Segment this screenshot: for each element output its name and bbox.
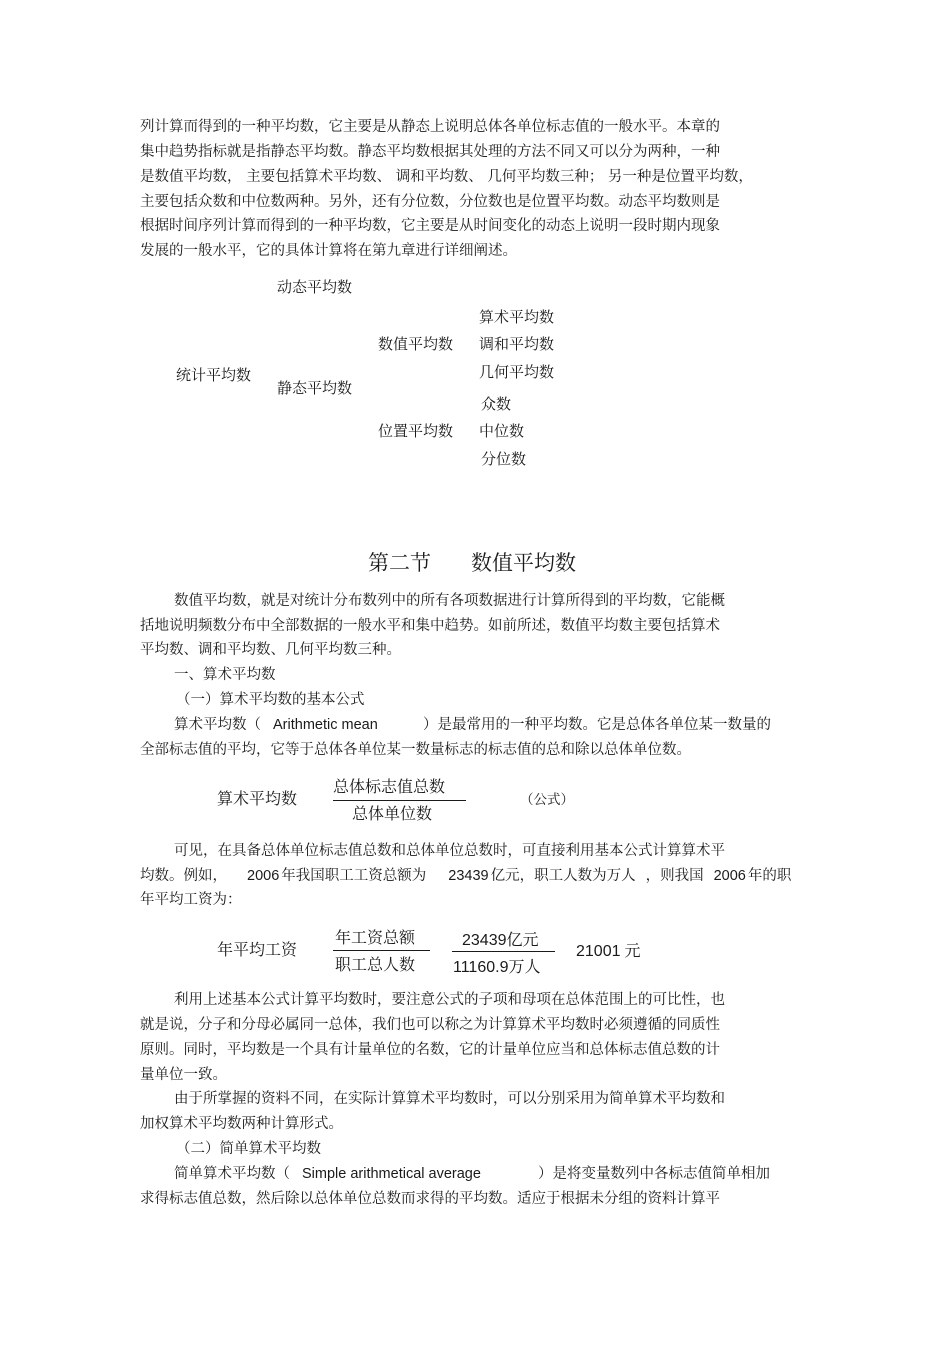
formula2-denominator: 职工总人数 [335,955,416,974]
para2-suffix: ）是最常用的一种平均数。它是总体各单位某一数量的 [423,717,771,733]
para3-seg-e: 亿元，职工人数为万人 [490,868,636,884]
tree-static-average: 静态平均数 [277,379,353,397]
para4-line-1: 利用上述基本公式计算平均数时，要注意公式的子项和母项在总体范围上的可比性，也 [174,992,725,1008]
formula2-result-number: 21001 [576,943,621,960]
intro-line-1: 列计算而得到的一种平均数，它主要是从静态上说明总体各单位标志值的一般水平。本章的 [140,119,720,135]
formula1-numerator: 总体标志值总数 [333,777,446,796]
para6-line-1 [174,1165,770,1183]
para3-line-3: 年平均工资为： [140,892,242,908]
tree-arithmetic-mean: 算术平均数 [479,308,555,326]
para3-year-1: 2006 [247,868,280,884]
heading-simple-arithmetic-mean: （二）简单算术平均数 [176,1141,321,1157]
para2-english-term: Arithmetic mean [273,717,378,733]
formula2-num-number: 23439 [462,932,507,949]
formula1-denominator: 总体单位数 [352,804,433,823]
formula2-fraction-bar-2 [452,951,555,952]
formula2-lhs: 年平均工资 [217,940,298,959]
para4-line-4: 量单位一致。 [140,1067,227,1083]
tree-geometric-mean: 几何平均数 [479,363,555,381]
para3-wage-total: 23439 [448,868,489,884]
tree-quantile: 分位数 [481,450,527,468]
tree-harmonic-mean: 调和平均数 [479,335,555,353]
intro-line-4: 主要包括众数和中位数两种。另外，还有分位数，分位数也是位置平均数。动态平均数则是 [140,194,720,210]
para5-line-1: 由于所掌握的资料不同，在实际计算算术平均数时，可以分别采用为简单算术平均数和 [174,1091,725,1107]
para1-line-2: 括地说明频数分布中全部数据的一般水平和集中趋势。如前所述，数值平均数主要包括算术 [140,618,720,634]
para3-seg-c: 年我国职工工资总额为 [281,868,427,884]
tree-root-statistical-average: 统计平均数 [176,366,252,384]
heading-arithmetic-mean: 一、算术平均数 [174,667,276,683]
intro-line-6: 发展的一般水平，它的具体计算将在第九章进行详细阐述。 [140,243,517,259]
intro-line-2: 集中趋势指标就是指静态平均数。静态平均数根据其处理的方法不同又可以分为两种，一种 [140,144,720,160]
tree-numeric-average: 数值平均数 [378,335,454,353]
formula2-den-value [453,957,540,978]
para3-year-2: 2006 [713,868,746,884]
para6-prefix: 简单算术平均数（ [174,1166,290,1182]
para2-line-1 [174,716,771,734]
para2-prefix: 算术平均数（ [174,717,261,733]
formula2-num-value [462,930,539,951]
tree-mode: 众数 [481,395,512,413]
formula2-result [576,941,641,962]
para1-line-3: 平均数、调和平均数、几何平均数三种。 [140,642,401,658]
tree-position-average: 位置平均数 [378,422,454,440]
formula2-den-unit: 万人 [508,957,541,976]
para3-seg-h: 年的职 [747,868,792,884]
para6-english-term: Simple arithmetical average [302,1166,481,1182]
formula2-fraction-bar-1 [333,950,430,951]
formula2-num-unit: 亿元 [506,930,539,949]
para6-suffix: ）是将变量数列中各标志值简单相加 [538,1166,770,1182]
intro-line-5: 根据时间序列计算而得到的一种平均数，它主要是从时间变化的动态上说明一段时期内现象 [140,218,720,234]
formula1-lhs: 算术平均数 [217,789,298,808]
tree-median: 中位数 [479,422,525,440]
para3-line-1: 可见，在具备总体单位标志值总数和总体单位总数时，可直接利用基本公式计算算术平 [174,843,725,859]
intro-line-3: 是数值平均数， 主要包括算术平均数、 调和平均数、 几何平均数三种； 另一种是位置平均数， [140,169,753,185]
para4-line-3: 原则。同时，平均数是一个具有计量单位的名数，它的计量单位应当和总体标志值总数的计 [140,1042,720,1058]
formula1-tag: （公式） [520,792,574,808]
para6-line-2: 求得标志值总数，然后除以总体单位总数而求得的平均数。适应于根据未分组的资料计算平 [140,1191,720,1207]
formula1-fraction-bar [333,800,466,801]
tree-dynamic-average: 动态平均数 [277,278,353,296]
para3-seg-f: ，则我国 [645,868,704,884]
formula2-numerator: 年工资总额 [335,928,416,947]
para5-line-2: 加权算术平均数两种计算形式。 [140,1116,343,1132]
formula2-den-number: 11160.9 [453,959,509,976]
para2-line-2: 全部标志值的平均，它等于总体各单位某一数量标志的标志值的总和除以总体单位数。 [140,742,691,758]
heading-basic-formula: （一）算术平均数的基本公式 [176,692,365,708]
para1-line-1: 数值平均数，就是对统计分布数列中的所有各项数据进行计算所得到的平均数，它能概 [174,593,725,609]
section-title: 第二节 数值平均数 [368,551,577,575]
para4-line-2: 就是说，分子和分母必属同一总体，我们也可以称之为计算算术平均数时必须遵循的同质性 [140,1017,720,1033]
formula2-result-unit: 元 [624,941,641,960]
para3-seg-a: 均数。例如， [140,868,227,884]
para3-line-2 [140,867,791,885]
